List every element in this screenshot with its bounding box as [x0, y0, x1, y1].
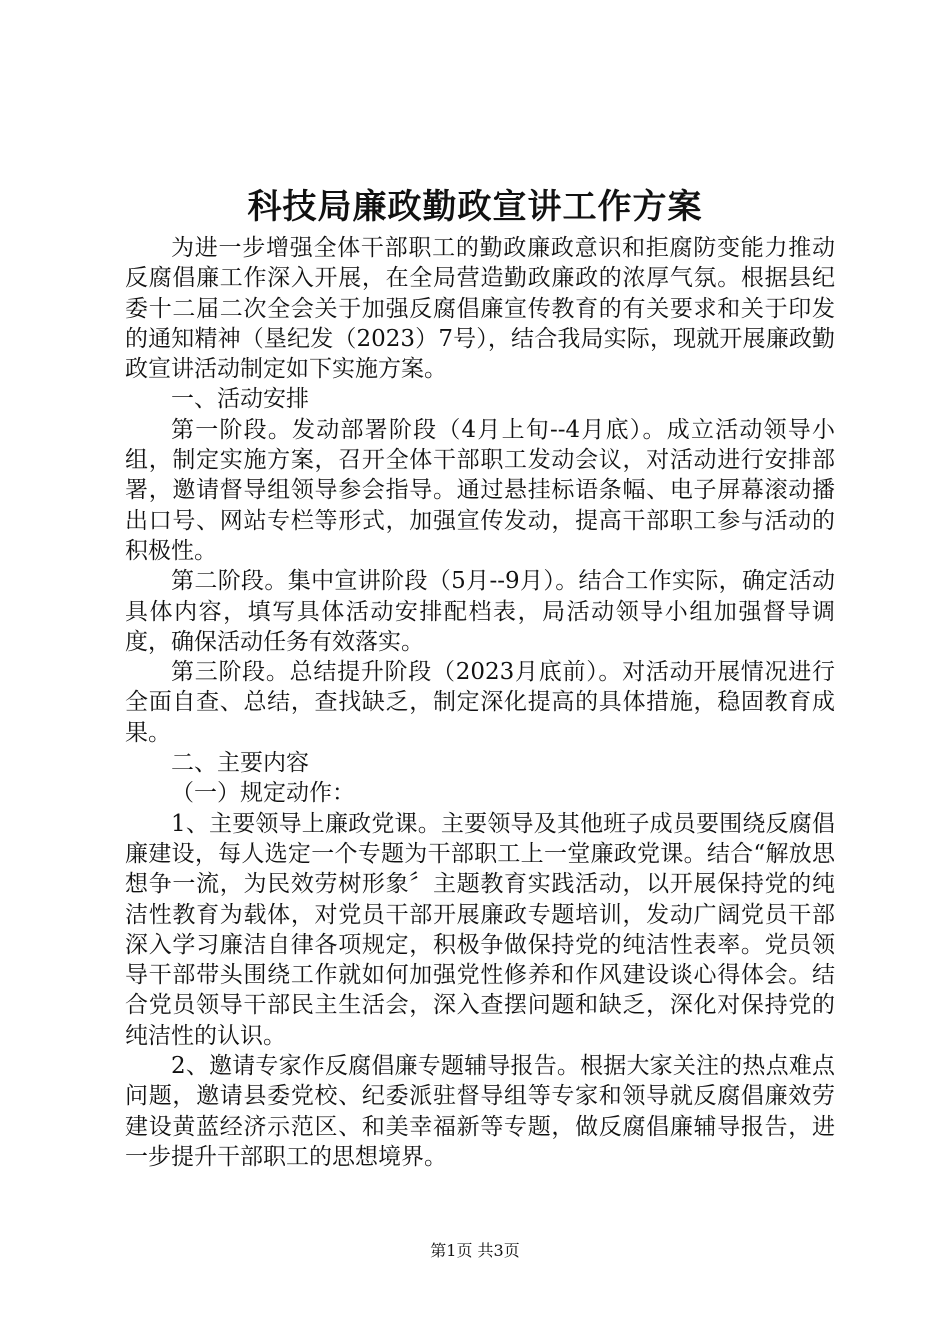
intro-paragraph: 为进一步增强全体干部职工的勤政廉政意识和拒腐防变能力推动反腐倡廉工作深入开展，在全局营造勤政廉政的浓厚气氛。根据县纪委十二届二次全会关于加强反腐倡廉宣传教育的有关要求和关于印发的通知精神（垦纪发（2023）7号），结合我局实际，现就开展廉政勤政宣讲活动制定如下实施方案。 [125, 235, 835, 383]
item-one-paragraph: 1、主要领导上廉政党课。主要领导及其他班子成员要围绕反腐倡廉建设，每人选定一个专题为干部职工上一堂廉政党课。结合“解放思想争一流，为民效劳树形象〞主题教育实践活动，以开展保持党的纯洁性教育为载体，对党员干部开展廉政专题培训，发动广阔党员干部深入学习廉洁自律各项规定，积极争做保持党的纯洁性表率。党员领导干部带头围绕工作就如何加强党性修养和作风建设谈心得体会。结合党员领导干部民主生活会，深入查摆问题和缺乏，深化对保持党的纯洁性的认识。 [125, 810, 835, 1049]
document-title: 科技局廉政勤政宣讲工作方案 [247, 187, 703, 227]
section-heading-main-content: 二、主要内容 [171, 750, 309, 777]
item-two-paragraph: 2、邀请专家作反腐倡廉专题辅导报告。根据大家关注的热点难点问题，邀请县委党校、纪委派驻督导组等专家和领导就反腐倡廉效劳建设黄蓝经济示范区、和美幸福新等专题，做反腐倡廉辅导报告，进一步提升干部职工的思想境界。 [125, 1053, 835, 1170]
subsection-heading-required-actions: （一）规定动作： [171, 780, 355, 807]
phase-two-paragraph: 第二阶段。集中宣讲阶段（5月--9月）。结合工作实际，确定活动具体内容，填写具体活动安排配档表，局活动领导小组加强督导调度，确保活动任务有效落实。 [125, 568, 835, 655]
page-footer: 第1页 共3页 [430, 1241, 520, 1260]
section-heading-activity-arrangement: 一、活动安排 [171, 386, 309, 413]
phase-one-paragraph: 第一阶段。发动部署阶段（4月上旬--4月底）。成立活动领导小组，制定实施方案，召开全体干部职工发动会议，对活动进行安排部署，邀请督导组领导参会指导。通过悬挂标语条幅、电子屏幕滚动播出口号、网站专栏等形式，加强宣传发动，提高干部职工参与活动的积极性。 [125, 416, 835, 564]
phase-three-paragraph: 第三阶段。总结提升阶段（2023月底前）。对活动开展情况进行全面自查、总结，查找缺乏，制定深化提高的具体措施，稳固教育成果。 [125, 659, 835, 746]
document-body [125, 233, 835, 1172]
